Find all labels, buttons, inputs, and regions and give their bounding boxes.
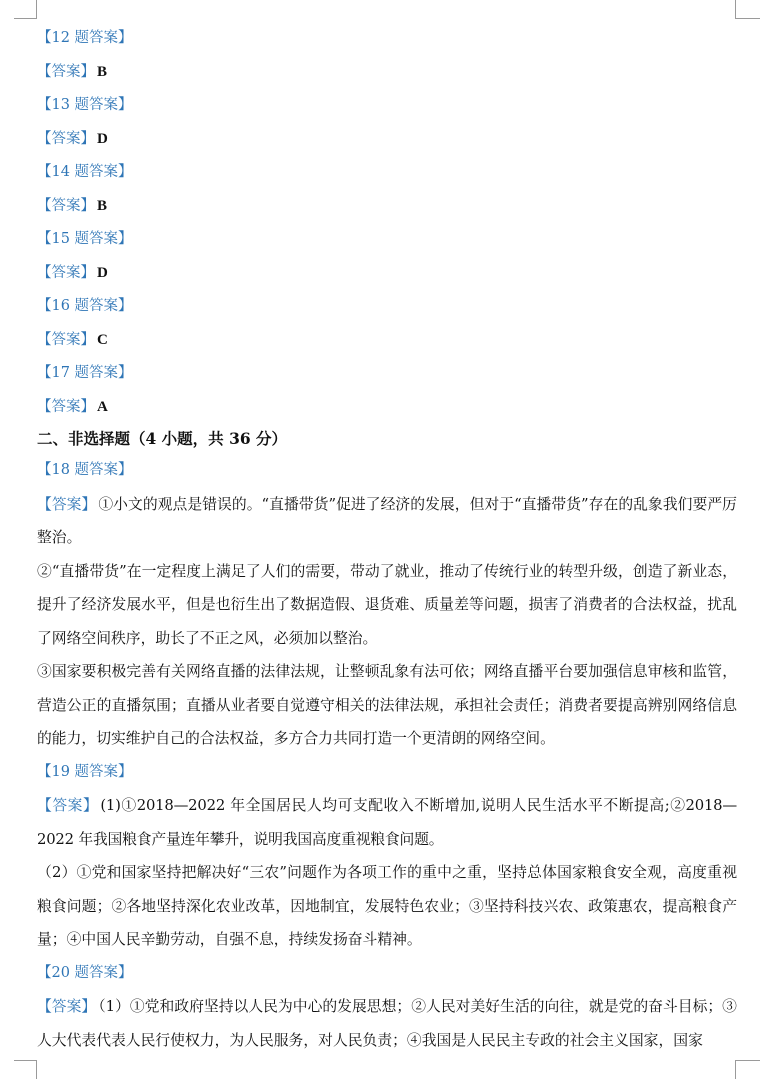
section-title: 二、非选择题（4 小题，共 36 分）	[37, 429, 288, 448]
question-label-text: 【19 题答案】	[37, 763, 133, 780]
answer-row-13	[37, 123, 737, 157]
question-label-15	[37, 223, 737, 257]
answer-tag: 【答案】	[37, 197, 95, 214]
answer-tag: 【答案】	[37, 331, 95, 348]
answer-tag: 【答案】	[37, 998, 97, 1015]
question-label-text: 【16 题答案】	[37, 298, 133, 314]
answer-tag: 【答案】	[37, 130, 95, 147]
answer-value: B	[97, 63, 108, 80]
question-label-text: 【13 题答案】	[37, 97, 133, 113]
question-label-text: 【18 题答案】	[37, 462, 133, 478]
question-label-14	[37, 156, 737, 190]
question-label-text: 【15 题答案】	[37, 231, 133, 247]
answer-paragraph	[37, 488, 737, 555]
question-label-text: 【20 题答案】	[37, 964, 133, 981]
answer-tag: 【答案】	[37, 797, 99, 814]
answer-paragraph	[37, 789, 737, 856]
answer-value: B	[97, 197, 108, 214]
answer-value: D	[97, 130, 108, 147]
answer-row-12	[37, 56, 737, 90]
question-label-20	[37, 957, 737, 991]
crop-mark-top-right	[735, 0, 760, 19]
answer-paragraph	[37, 990, 737, 1057]
answer-text: ①小文的观点是错误的。“直播带货”促进了经济的发展，但对于“直播带货”存在的乱象我们要严厉整治。	[37, 495, 737, 546]
question-label-text: 【17 题答案】	[37, 365, 133, 381]
question-label-16	[37, 290, 737, 324]
answer-paragraph: （2）①党和国家坚持把解决好“三农”问题作为各项工作的重中之重，坚持总体国家粮食安全观，高度重视粮食问题；②各地坚持深化农业改革，因地制宜，发展特色农业；③坚持科技兴农、政策惠农，提高粮食产量；④中国人民辛勤劳动，自强不息，持续发扬奋斗精神。	[37, 864, 737, 948]
answer-value: D	[97, 264, 108, 281]
document-page	[37, 22, 737, 1057]
answer-text: （1）①党和政府坚持以人民为中心的发展思想；②人民对美好生活的向往，就是党的奋斗目标；③人大代表代表人民行使权力，为人民服务，对人民负责；④我国是人民民主专政的社会主义国家，国家	[37, 998, 737, 1049]
answer-value: A	[97, 398, 108, 415]
question-label-12	[37, 22, 737, 56]
answer-tag: 【答案】	[37, 264, 95, 281]
question-label-17	[37, 357, 737, 391]
question-label-19	[37, 756, 737, 790]
question-label-text: 【14 题答案】	[37, 164, 133, 180]
question-label-18	[37, 454, 737, 488]
answer-row-15	[37, 257, 737, 291]
answer-row-14	[37, 190, 737, 224]
answer-paragraph: ③国家要积极完善有关网络直播的法律法规，让整顿乱象有法可依；网络直播平台要加强信息审核和监管，营造公正的直播氛围；直播从业者要自觉遵守相关的法律法规，承担社会责任；消费者要提高辨别网络信息的能力，切实维护自己的合法权益，多方合力共同打造一个更清朗的网络空间。	[37, 663, 737, 747]
answer-tag: 【答案】	[37, 63, 95, 80]
answer-value: C	[97, 331, 108, 348]
answer-tag: 【答案】	[37, 495, 97, 513]
answer-row-17	[37, 391, 737, 425]
answer-text: (1)①2018—2022 年全国居民人均可支配收入不断增加,说明人民生活水平不断提高;②2018—2022 年我国粮食产量连年攀升，说明我国高度重视粮食问题。	[37, 797, 737, 848]
question-label-text: 【12 题答案】	[37, 30, 133, 46]
crop-mark-top-left	[14, 0, 37, 19]
answer-paragraph: ②“直播带货”在一定程度上满足了人们的需要，带动了就业，推动了传统行业的转型升级，创造了新业态，提升了经济发展水平，但是也衍生出了数据造假、退货难、质量差等问题，损害了消费者的合法权益，扰乱了网络空间秩序，助长了不正之风，必须加以整治。	[37, 562, 737, 647]
question-label-13	[37, 89, 737, 123]
answer-tag: 【答案】	[37, 398, 95, 415]
crop-mark-bottom-left	[14, 1060, 37, 1079]
crop-mark-bottom-right	[735, 1060, 760, 1079]
answer-row-16	[37, 324, 737, 358]
